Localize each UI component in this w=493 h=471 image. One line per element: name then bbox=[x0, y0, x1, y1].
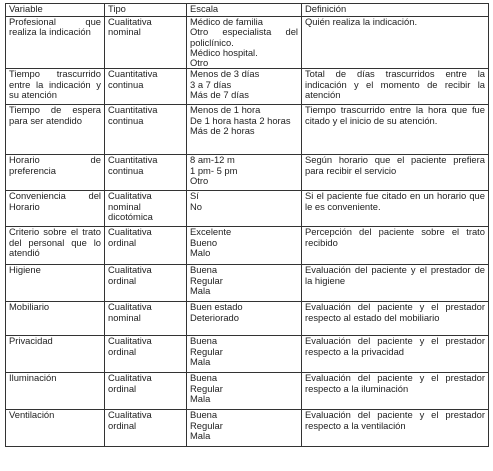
cell-tipo bbox=[105, 69, 187, 105]
cell-definicion: Evaluación del paciente y el prestador respecto al estado del mobiliario bbox=[302, 302, 489, 336]
tipo-line: Cualitativa bbox=[108, 264, 152, 276]
cell-escala bbox=[187, 265, 302, 302]
escala-line: Buen estado bbox=[190, 301, 243, 313]
cell-definicion: Quién realiza la indicación. bbox=[302, 17, 489, 69]
tipo-line: nominal bbox=[108, 200, 141, 212]
cell-tipo bbox=[105, 265, 187, 302]
cell-variable: Criterio sobre el trato del personal que lo atendió bbox=[6, 227, 105, 265]
escala-line: Regular bbox=[190, 345, 223, 357]
escala-line: Malo bbox=[190, 247, 211, 259]
escala-line: Buena bbox=[190, 372, 218, 384]
tipo-line: continua bbox=[108, 114, 144, 126]
escala-line: Menos de 1 hora bbox=[190, 104, 261, 116]
cell-tipo bbox=[105, 373, 187, 410]
cell-tipo bbox=[105, 191, 187, 227]
tipo-line: nominal bbox=[108, 311, 141, 323]
escala-line: Mala bbox=[190, 430, 211, 442]
table-header-row bbox=[6, 4, 489, 17]
escala-line: Mala bbox=[190, 285, 211, 297]
escala-line: Buena bbox=[190, 335, 218, 347]
escala-line: 3 a 7 días bbox=[190, 78, 232, 90]
escala-line: Sí bbox=[190, 190, 199, 202]
variables-table bbox=[5, 3, 489, 447]
tipo-line: ordinal bbox=[108, 419, 137, 431]
cell-definicion: Total de días trascurridos entre la indicación y el momento de recibir la atención bbox=[302, 69, 489, 105]
tipo-line: Cualitativa bbox=[108, 190, 152, 202]
escala-line: Deteriorado bbox=[190, 311, 239, 323]
cell-definicion: Evaluación del paciente y el prestador de la higiene bbox=[302, 265, 489, 302]
escala-line: Mala bbox=[190, 356, 211, 368]
cell-tipo bbox=[105, 336, 187, 373]
escala-line: Más de 2 horas bbox=[190, 125, 255, 137]
table-row bbox=[6, 69, 489, 105]
header-tipo: Tipo bbox=[105, 4, 187, 17]
escala-line: 8 am-12 m bbox=[190, 154, 235, 166]
escala-line: Buena bbox=[190, 409, 218, 421]
escala-line: Menos de 3 días bbox=[190, 68, 260, 80]
table-row bbox=[6, 336, 489, 373]
cell-definicion: Evaluación del paciente y el prestador respecto a la ventilación bbox=[302, 410, 489, 447]
table-body bbox=[6, 17, 489, 447]
cell-variable: Profesional que realiza la indicación bbox=[6, 17, 105, 69]
tipo-line: Cualitativa bbox=[108, 16, 152, 27]
tipo-line: Cualitativa bbox=[108, 226, 152, 238]
cell-variable: Iluminación bbox=[6, 373, 105, 410]
cell-definicion: Según horario que el paciente prefiera para recibir el servicio bbox=[302, 155, 489, 191]
table-row bbox=[6, 17, 489, 69]
escala-line: Más de 7 días bbox=[190, 89, 249, 101]
header-escala: Escala bbox=[187, 4, 302, 17]
escala-line: Regular bbox=[190, 382, 223, 394]
cell-tipo bbox=[105, 17, 187, 69]
escala-line: Médico de familia bbox=[190, 16, 263, 27]
cell-variable: Conveniencia del Horario bbox=[6, 191, 105, 227]
escala-line: Médico hospital. bbox=[190, 46, 258, 58]
tipo-line: ordinal bbox=[108, 274, 137, 286]
table-row bbox=[6, 105, 489, 155]
cell-escala bbox=[187, 410, 302, 447]
tipo-line: Cualitativa bbox=[108, 301, 152, 313]
tipo-line: ordinal bbox=[108, 345, 137, 357]
cell-escala bbox=[187, 191, 302, 227]
table-row bbox=[6, 373, 489, 410]
table-row bbox=[6, 302, 489, 336]
escala-line: Buena bbox=[190, 264, 218, 276]
cell-escala bbox=[187, 227, 302, 265]
tipo-line: ordinal bbox=[108, 236, 137, 248]
tipo-line: dicotómica bbox=[108, 211, 153, 223]
cell-escala bbox=[187, 69, 302, 105]
cell-tipo bbox=[105, 227, 187, 265]
tipo-line: continua bbox=[108, 164, 144, 176]
escala-line: Regular bbox=[190, 274, 223, 286]
cell-variable: Higiene bbox=[6, 265, 105, 302]
table-row bbox=[6, 265, 489, 302]
tipo-line: Cualitativa bbox=[108, 409, 152, 421]
cell-tipo bbox=[105, 410, 187, 447]
cell-escala bbox=[187, 17, 302, 69]
cell-tipo bbox=[105, 105, 187, 155]
cell-definicion: Evaluación del paciente y el prestador respecto a la privacidad bbox=[302, 336, 489, 373]
table-row bbox=[6, 227, 489, 265]
tipo-line: nominal bbox=[108, 26, 141, 38]
cell-variable: Mobiliario bbox=[6, 302, 105, 336]
escala-line: Mala bbox=[190, 393, 211, 405]
table-row bbox=[6, 410, 489, 447]
escala-line: Otro bbox=[190, 57, 209, 69]
tipo-line: Cualitativa bbox=[108, 372, 152, 384]
table-row bbox=[6, 155, 489, 191]
escala-line: Otro bbox=[190, 175, 209, 187]
cell-variable: Horario de preferencia bbox=[6, 155, 105, 191]
cell-escala bbox=[187, 302, 302, 336]
table-row bbox=[6, 191, 489, 227]
cell-escala bbox=[187, 155, 302, 191]
cell-tipo bbox=[105, 302, 187, 336]
document-page bbox=[5, 3, 489, 447]
cell-variable: Tiempo trascurrido entre la indicación y su atención bbox=[6, 69, 105, 105]
tipo-line: ordinal bbox=[108, 382, 137, 394]
tipo-line: continua bbox=[108, 78, 144, 90]
cell-definicion: Tiempo trascurrido entre la hora que fue citado y el inicio de su atención. bbox=[302, 105, 489, 155]
escala-line: Regular bbox=[190, 419, 223, 431]
escala-line: 1 pm- 5 pm bbox=[190, 164, 238, 176]
header-variable: Variable bbox=[6, 4, 105, 17]
header-definicion: Definición bbox=[302, 4, 489, 17]
cell-definicion: Evaluación del paciente y el prestador respecto a la iluminación bbox=[302, 373, 489, 410]
tipo-line: Cuantitativa bbox=[108, 68, 158, 80]
cell-definicion: Percepción del paciente sobre el trato recibido bbox=[302, 227, 489, 265]
cell-definicion: Si el paciente fue citado en un horario que le es conveniente. bbox=[302, 191, 489, 227]
cell-escala bbox=[187, 105, 302, 155]
escala-line: De 1 hora hasta 2 horas bbox=[190, 114, 291, 126]
cell-variable: Privacidad bbox=[6, 336, 105, 373]
cell-variable: Tiempo de espera para ser atendido bbox=[6, 105, 105, 155]
escala-line: Excelente bbox=[190, 226, 232, 238]
tipo-line: Cuantitativa bbox=[108, 154, 158, 166]
tipo-line: Cuantitativa bbox=[108, 104, 158, 116]
escala-line: No bbox=[190, 200, 202, 212]
escala-line: Otro especialista del policlínico. bbox=[190, 26, 298, 48]
tipo-line: Cualitativa bbox=[108, 335, 152, 347]
cell-escala bbox=[187, 373, 302, 410]
escala-line: Bueno bbox=[190, 236, 218, 248]
cell-variable: Ventilación bbox=[6, 410, 105, 447]
cell-tipo bbox=[105, 155, 187, 191]
cell-escala bbox=[187, 336, 302, 373]
